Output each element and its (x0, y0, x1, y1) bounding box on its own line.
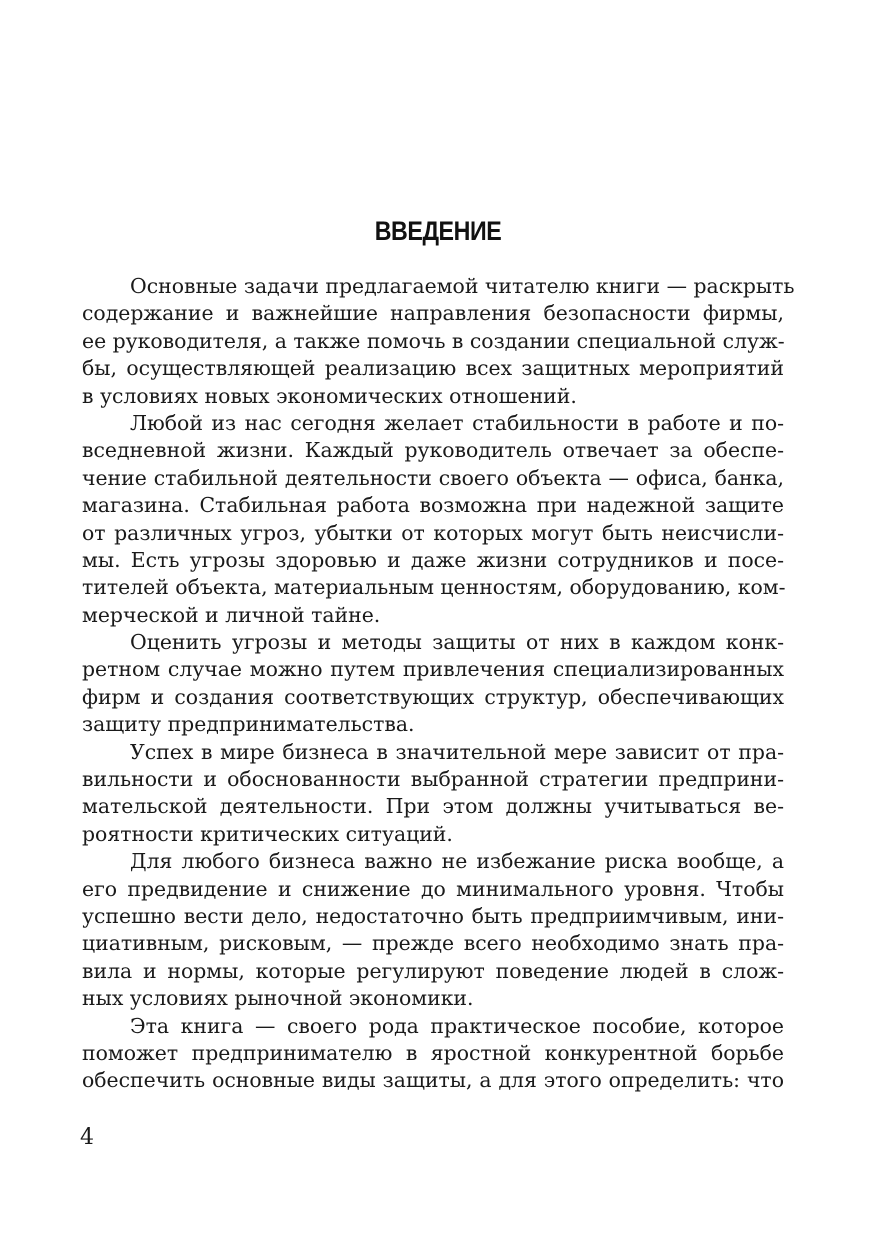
paragraph (82, 629, 784, 739)
text-line: Для любого бизнеса важно не избежание риска вообще, а (130, 849, 784, 874)
chapter-title: ВВЕДЕНИЕ (374, 216, 502, 246)
paragraph (82, 410, 784, 629)
text-line: мательской деятельности. При этом должны учитываться ве- (82, 794, 784, 819)
text-line: циативным, рисковым, — прежде всего необходимо знать пра- (82, 931, 784, 956)
text-line: Успех в мире бизнеса в значительной мере зависит от пра- (130, 739, 784, 764)
text-line: бы, осуществляющей реализацию всех защитных мероприятий (82, 356, 784, 381)
text-line: тителей объекта, материальным ценностям, оборудованию, ком- (82, 575, 786, 600)
paragraph (82, 1013, 784, 1095)
text-line: успешно вести дело, недостаточно быть предприимчивым, ини- (82, 903, 784, 928)
text-line: от различных угроз, убытки от которых могут быть неисчисли- (82, 520, 784, 545)
text-line: чение стабильной деятельности своего объекта — офиса, банка, (82, 465, 784, 490)
text-line: фирм и создания соответствующих структур, обеспечивающих (82, 684, 784, 709)
text-line: вседневной жизни. Каждый руководитель отвечает за обеспе- (82, 438, 784, 463)
page-number: 4 (80, 1125, 94, 1150)
text-line: ее руководителя, а также помочь в создании специальной служ- (82, 328, 785, 353)
paragraph (82, 848, 784, 1012)
text-line: Основные задачи предлагаемой читателю книги — раскрыть (130, 274, 795, 298)
text-line: содержание и важнейшие направления безопасности фирмы, (82, 301, 784, 326)
text-line: Оценить угрозы и методы защиты от них в каждом конк- (130, 630, 784, 655)
text-line: Любой из нас сегодня желает стабильности в работе и по- (130, 410, 784, 435)
text-line: в условиях новых экономических отношений. (82, 383, 577, 408)
text-line: ных условиях рыночной экономики. (82, 986, 474, 1011)
text-line: вила и нормы, которые регулируют поведение людей в слож- (82, 958, 784, 983)
text-line: магазина. Стабильная работа возможна при надежной защите (82, 493, 784, 518)
body-text (82, 273, 795, 1095)
paragraph (82, 273, 795, 410)
text-line: обеспечить основные виды защиты, а для этого определить: что (82, 1068, 784, 1093)
paragraph (82, 739, 784, 849)
text-line: мерческой и личной тайне. (82, 602, 381, 627)
text-line: роятности критических ситуаций. (82, 821, 453, 846)
text-line: ретном случае можно путем привлечения специализированных (82, 657, 784, 682)
text-line: мы. Есть угрозы здоровью и даже жизни сотрудников и посе- (82, 547, 784, 572)
text-line: Эта книга — своего рода практическое пособие, которое (130, 1013, 784, 1038)
text-line: защиту предпринимательства. (82, 712, 415, 737)
text-line: вильности и обоснованности выбранной стратегии предприни- (82, 767, 784, 792)
text-line: его предвидение и снижение до минимального уровня. Чтобы (82, 876, 784, 901)
text-line: поможет предпринимателю в яростной конкурентной борьбе (82, 1040, 784, 1065)
